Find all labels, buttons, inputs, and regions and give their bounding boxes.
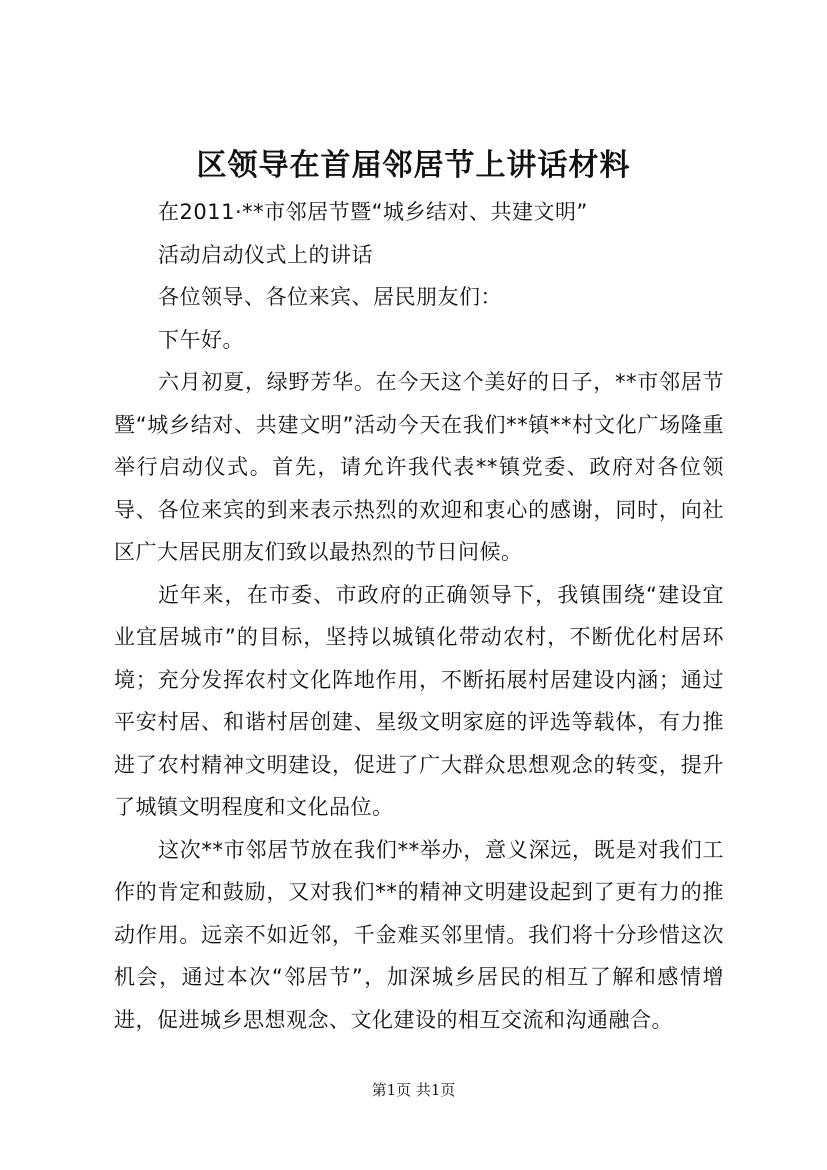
paragraph-body-2: 近年来，在市委、市政府的正确领导下，我镇围绕“建设宜业宜居城市”的目标，坚持以城镇化带动农村，不断优化村居环境；充分发挥农村文化阵地作用，不断拓展村居建设内涵；通过平安村居、和谐村居创建、星级文明家庭的评选等载体，有力推进了农村精神文明建设，促进了广大群众思想观念的转变，提升了城镇文明程度和文化品位。 (114, 582, 724, 819)
document-body (114, 191, 724, 1041)
page-number-footer: 第1页 共1页 (371, 1081, 456, 1099)
paragraph-body-3: 这次**市邻居节放在我们**举办，意义深远，既是对我们工作的肯定和鼓励，又对我们**的精神文明建设起到了更有力的推动作用。远亲不如近邻，千金难买邻里情。我们将十分珍惜这次机会，通过本次“邻居节”，加深城乡居民的相互了解和感情增进，促进城乡思想观念、文化建设的相互交流和沟通融合。 (114, 837, 724, 1032)
paragraph-subtitle-line-1: 在2011·**市邻居节暨“城乡结对、共建文明” (158, 200, 588, 224)
paragraph-subtitle-line-2: 活动启动仪式上的讲话 (158, 242, 373, 267)
paragraph-greeting: 下午好。 (158, 327, 244, 352)
document-title: 区领导在首届邻居节上讲话材料 (196, 148, 631, 183)
paragraph-salutation: 各位领导、各位来宾、居民朋友们： (158, 285, 502, 309)
paragraph-body-1: 六月初夏，绿野芳华。在今天这个美好的日子，**市邻居节暨“城乡结对、共建文明”活动今天在我们**镇**村文化广场隆重举行启动仪式。首先，请允许我代表**镇党委、政府对各位领导、各位来宾的到来表示热烈的欢迎和衷心的感谢，同时，向社区广大居民朋友们致以最热烈的节日问候。 (114, 370, 724, 564)
